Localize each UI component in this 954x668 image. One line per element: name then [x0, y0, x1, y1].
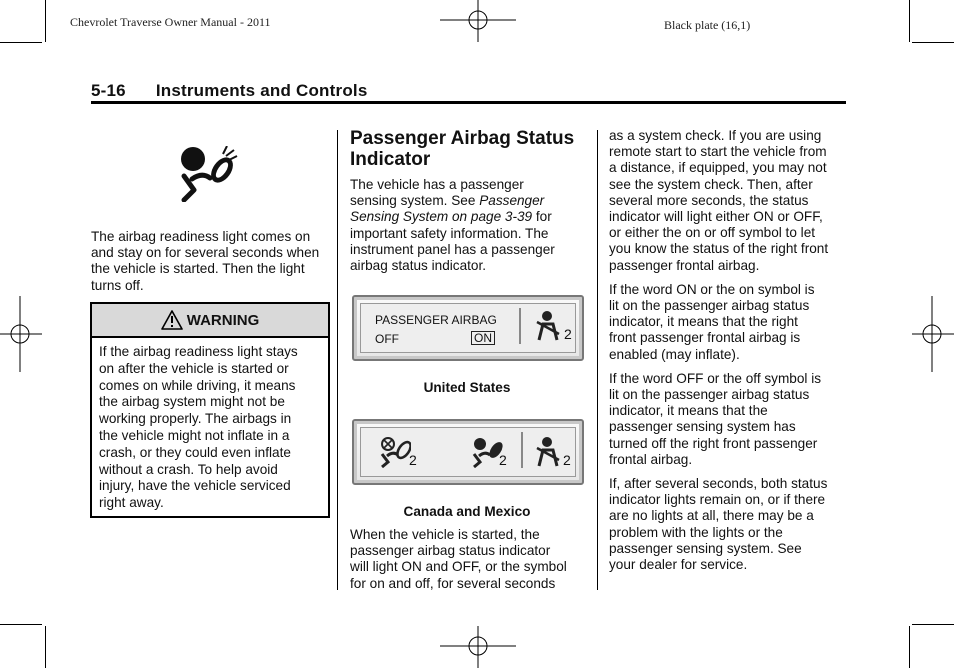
seat-number: 2 [499, 452, 507, 468]
off-label: OFF [375, 332, 399, 346]
manual-title: Chevrolet Traverse Owner Manual - 2011 [70, 15, 271, 29]
warning-line: right away. [99, 495, 164, 511]
startup-paragraph [350, 527, 590, 592]
warning-line: the airbag system might not be [99, 394, 285, 410]
warning-line: crash, or they could even inflate [99, 444, 291, 460]
seat-number: 2 [564, 326, 572, 342]
section-number: 5-16 [91, 81, 126, 100]
crop-mark [909, 0, 910, 42]
ca-indicator-panel [352, 419, 584, 485]
intro-paragraph [350, 177, 590, 274]
us-indicator-panel [352, 295, 584, 361]
intro-line: airbag status indicator. [350, 258, 487, 274]
panel-divider [521, 432, 523, 468]
warning-line: on after the vehicle is started or [99, 360, 289, 376]
readiness-text: The airbag readiness light comes on and stay on for several seconds when the vehicle is started. Then the light turns off. [91, 229, 320, 293]
registration-mark-right [912, 296, 954, 372]
startup-line: for on and off, for several seconds [350, 575, 556, 591]
column-3-text [609, 128, 849, 581]
canada-caption: Canada and Mexico [403, 504, 531, 519]
crop-mark [45, 626, 46, 668]
paragraph: If the word OFF or the off symbol is lit on the passenger airbag status indicator, it means that the passenger sensing system has turned off the right front passenger frontal airbag. [609, 370, 822, 467]
seat-number: 2 [409, 452, 417, 468]
registration-mark-top [440, 0, 516, 42]
passenger-airbag-label: PASSENGER AIRBAG [375, 313, 497, 327]
plate-label: Black plate (16,1) [664, 18, 751, 32]
crop-mark [0, 42, 42, 43]
passenger-seatbelt-icon [533, 436, 563, 468]
startup-line: passenger airbag status indicator [350, 543, 551, 559]
subsection-heading: Passenger Airbag Status Indicator [350, 128, 575, 170]
us-caption: United States [423, 380, 511, 395]
paragraph: If the word ON or the on symbol is lit on the passenger airbag status indicator, it means that the right front passenger frontal airbag is enabled (may inflate). [609, 281, 815, 362]
us-panel-face [360, 303, 576, 353]
warning-line: If the airbag readiness light stays [99, 344, 298, 359]
column-divider [337, 130, 338, 590]
registration-mark-bottom [440, 626, 516, 668]
warning-line: working properly. The airbags in [99, 411, 292, 427]
panel-divider [519, 308, 521, 344]
ca-panel-face [360, 427, 576, 477]
paragraph: as a system check. If you are using remote start to start the vehicle from a distance, if equipped, you may not see the system check. Then, after several more seconds, the status indicator will light either ON or OFF, or either the on or off symbol to let you know the status of the right front passenger frontal airbag. [609, 128, 829, 273]
readiness-paragraph [91, 229, 329, 302]
warning-box [90, 302, 330, 518]
crop-mark [909, 626, 910, 668]
paragraph: If, after several seconds, both status indicator lights remain on, or if there are no lights at all, there may be a problem with the lights or the passenger sensing system. See your dealer for service. [609, 476, 828, 573]
warning-line: without a crash. To help avoid [99, 461, 278, 477]
startup-line: will light ON and OFF, or the symbol [350, 559, 567, 575]
airbag-readiness-icon [180, 146, 238, 202]
section-rule [91, 101, 846, 104]
registration-mark-left [0, 296, 42, 372]
crop-mark [912, 624, 954, 625]
intro-line: sensing system. See Passenger Sensing System on page 3-39 for [350, 193, 552, 225]
section-title: Instruments and Controls [155, 81, 368, 100]
intro-line: The vehicle has a passenger [350, 177, 524, 192]
warning-line: injury, have the vehicle serviced [99, 478, 291, 494]
warning-line: comes on while driving, it means [99, 377, 296, 393]
on-label: ON [471, 331, 495, 345]
warning-line: the vehicle might not inflate in a [99, 427, 290, 443]
intro-line: instrument panel has a passenger [350, 241, 555, 257]
crop-mark [912, 42, 954, 43]
warning-body [92, 338, 328, 518]
passenger-seatbelt-icon [533, 310, 563, 342]
crop-mark [45, 0, 46, 42]
section-heading [91, 81, 367, 101]
warning-header [92, 304, 328, 338]
airbag-off-icon [379, 436, 411, 468]
warning-triangle-icon [161, 310, 183, 330]
seat-number: 2 [563, 452, 571, 468]
warning-title: WARNING [186, 311, 260, 329]
startup-line: When the vehicle is started, the [350, 527, 540, 542]
intro-line: important safety information. The [350, 225, 549, 241]
cross-reference: Passenger Sensing System on page 3-39 [350, 193, 545, 225]
crop-mark [0, 624, 42, 625]
column-divider [597, 130, 598, 590]
